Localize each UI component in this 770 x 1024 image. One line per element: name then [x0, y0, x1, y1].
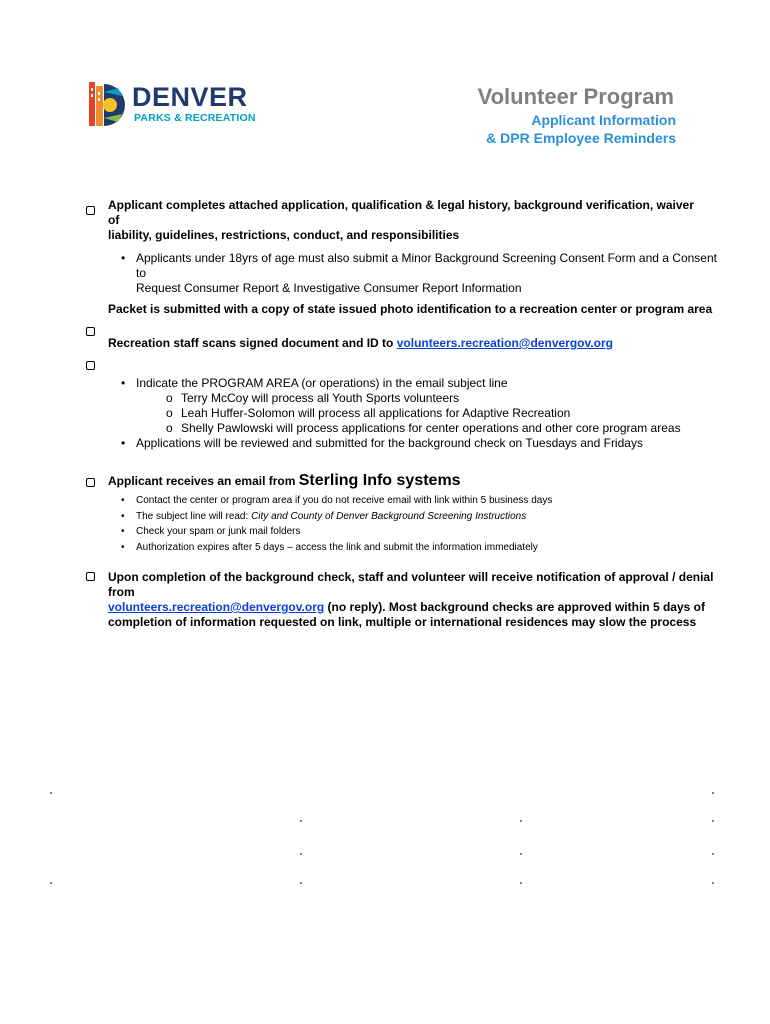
list-item — [136, 540, 736, 556]
step1-text — [108, 198, 708, 243]
step1-bullets — [136, 251, 726, 296]
step4-label: Applicant receives an email from — [108, 474, 299, 488]
step3-checkbox[interactable] — [86, 361, 95, 370]
step2-text — [108, 336, 728, 351]
denver-parks-logo — [88, 80, 278, 130]
list-item — [136, 251, 726, 296]
step4-bullets — [136, 493, 736, 556]
list-item — [136, 509, 736, 525]
step3-bullet1: Indicate the PROGRAM AREA (or operations) in the email subject line — [136, 376, 508, 390]
scan-dot — [300, 853, 302, 855]
step1-line2: liability, guidelines, restrictions, conduct, and responsibilities — [108, 228, 460, 242]
step5-line2-rest: (no reply). Most background checks are approved within 5 days of — [324, 600, 705, 614]
step4-bullet1: Contact the center or program area if you do not receive email with link within 5 business days — [136, 495, 553, 506]
email-link[interactable]: volunteers.recreation@denvergov.org — [396, 336, 613, 350]
subtitle-line-1: Applicant Information — [531, 112, 676, 128]
email-link[interactable]: volunteers.recreation@denvergov.org — [108, 600, 325, 614]
scan-dot — [300, 820, 302, 822]
scan-dot — [520, 853, 522, 855]
step1-bullet-line2: Request Consumer Report & Investigative Consumer Report Information — [136, 281, 522, 295]
scan-dot — [712, 792, 714, 794]
list-item — [181, 391, 736, 406]
step4-bullet3: Check your spam or junk mail folders — [136, 526, 301, 538]
list-item — [181, 421, 736, 436]
logo-subtitle: PARKS & RECREATION — [134, 112, 256, 124]
step1-bullet-line1: • Applicants under 18yrs of age must also submit a Minor Background Screening Consent Form and a Consent to — [136, 251, 717, 280]
list-item — [136, 436, 736, 451]
step4-bullet2: The subject line will read: — [136, 510, 252, 522]
document-title: Volunteer Program — [477, 84, 674, 109]
scan-dot — [50, 792, 52, 794]
scan-dot — [712, 882, 714, 884]
list-item — [136, 376, 736, 391]
scan-dot — [520, 820, 522, 822]
list-item — [181, 406, 736, 421]
step1-checkbox[interactable] — [86, 206, 95, 215]
step2-label: Recreation staff scans signed document and ID to — [108, 336, 397, 350]
subtitle-line-2: & DPR Employee Reminders — [486, 130, 676, 146]
scan-dot — [300, 882, 302, 884]
list-item — [136, 493, 736, 509]
scan-dot — [520, 882, 522, 884]
step4-checkbox[interactable] — [86, 478, 95, 487]
logo-wordmark: DENVER — [132, 82, 248, 112]
step5-line3: completion of information requested on link, multiple or international residences may slow the process — [108, 615, 697, 629]
step4-sender: Sterling Info systems — [298, 472, 461, 489]
step3-bullet2: Applications will be reviewed and submitted for the background check on Tuesdays and Fridays — [136, 436, 643, 450]
packet-note: Packet is submitted with a copy of state issued photo identification to a recreation center or program area — [108, 302, 713, 316]
step3-sub2: Leah Huffer-Solomon will process all applications for Adaptive Recreation — [181, 406, 571, 420]
scan-dot — [712, 820, 714, 822]
step5-line1: Upon completion of the background check, staff and volunteer will receive notification of approval / denial from — [108, 570, 714, 599]
step5-checkbox[interactable] — [86, 572, 95, 581]
scan-dot — [712, 853, 714, 855]
step3-bullets — [136, 376, 736, 451]
step5-line2 — [108, 600, 728, 615]
list-item — [136, 524, 736, 540]
scan-dot — [50, 882, 52, 884]
denver-logo-mark-icon — [88, 80, 128, 130]
step2-checkbox[interactable] — [86, 327, 95, 336]
step4-text — [108, 473, 708, 489]
step1-line1: Applicant completes attached application, qualification & legal history, background verification, waiver of — [108, 198, 694, 227]
step3-sub1: Terry McCoy will process all Youth Sports volunteers — [181, 391, 460, 405]
step3-sub3: Shelly Pawlowski will process applications for center operations and other core program areas — [181, 421, 681, 435]
step5-text — [108, 570, 728, 630]
step4-subject-italic: City and County of Denver Background Screening Instructions — [251, 510, 527, 522]
step4-bullet4: Authorization expires after 5 days – access the link and submit the information immediately — [136, 542, 538, 554]
